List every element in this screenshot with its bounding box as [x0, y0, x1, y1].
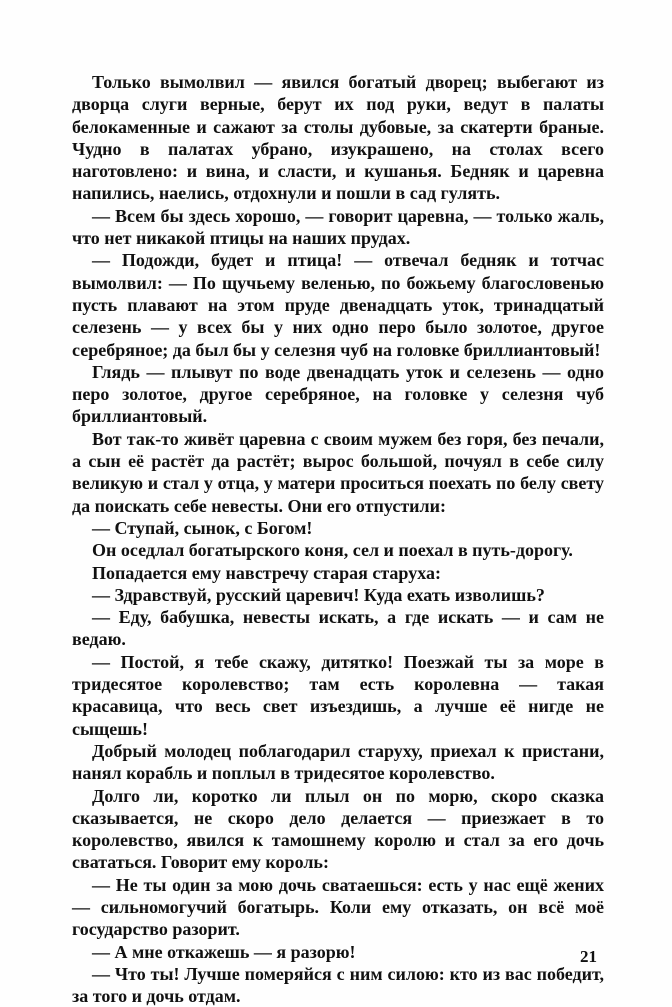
- paragraph: — Постой, я тебе скажу, дитятко! Поезжай ты за море в тридесятое королевство; там есть королевна — такая красавица, что весь свет изъездишь, а лучше её нигде не сыщешь!: [72, 651, 604, 739]
- paragraph: Глядь — плывут по воде двенадцать уток и селезень — одно перо золотое, другое серебряное, на головке у селезня чуб бриллиантовый.: [72, 361, 604, 427]
- paragraph: — Еду, бабушка, невесты искать, а где искать — и сам не ведаю.: [72, 607, 604, 650]
- paragraph: Вот так-то живёт царевна с своим мужем без горя, без печали, а сын её растёт да растёт; вырос большой, почуял в себе силу великую и стал у отца, у матери проситься поехать по белу свету да поискать себе невесты. Они его отпустили:: [72, 428, 604, 516]
- paragraph: — А мне откажешь — я разорю!: [92, 941, 356, 962]
- paragraph: — Здравствуй, русский царевич! Куда ехать изволишь?: [92, 584, 545, 605]
- paragraph: — Подожди, будет и птица! — отвечал бедняк и тотчас вымолвил: — По щучьему веленью, по божьему благословенью пусть плавают на этом пруде двенадцать уток, тринадцатый селезень — у всех бы у них одно перо было золотое, другое серебряное; да был бы у селезня чуб на головке бриллиантовый!: [72, 250, 604, 360]
- paragraph: Добрый молодец поблагодарил старуху, приехал к пристани, нанял корабль и поплыл в тридесятое королевство.: [72, 740, 604, 784]
- paragraph: Только вымолвил — явился богатый дворец; выбегают из дворца слуги верные, берут их под руки, ведут в палаты белокаменные и сажают за столы дубовые, за скатерти браные. Чудно в палатах убрано, изукрашено, на столах всего наготовлено: и вина, и сласти, и кушанья. Бедняк и царевна напились, наелись, отдохнули и пошли в сад гулять.: [72, 72, 604, 204]
- paragraph: Он оседлал богатырского коня, сел и поехал в путь-дорогу.: [92, 540, 573, 561]
- paragraph: — Не ты один за мою дочь сватаешься: есть у нас ещё жених — сильномогучий богатырь. Коли ему отказать, он всё моё государство разорит.: [72, 874, 604, 940]
- paragraph: Попадается ему навстречу старая старуха:: [92, 562, 441, 583]
- paragraph: — Всем бы здесь хорошо, — говорит царевна, — только жаль, что нет никакой птицы на наших прудах.: [72, 205, 604, 249]
- paragraph: — Что ты! Лучше померяйся с ним силою: кто из вас победит, за того и дочь отдам.: [72, 963, 604, 1007]
- page-number: 21: [580, 947, 597, 966]
- paragraph: Долго ли, коротко ли плыл он по морю, скоро сказка сказывается, не скоро дело делается — приезжает в то королевство, явился к тамошнему королю и стал за его дочь свататься. Говорит ему король:: [72, 785, 604, 873]
- body-text: [72, 71, 604, 1007]
- paragraph: — Ступай, сынок, с Богом!: [92, 517, 313, 538]
